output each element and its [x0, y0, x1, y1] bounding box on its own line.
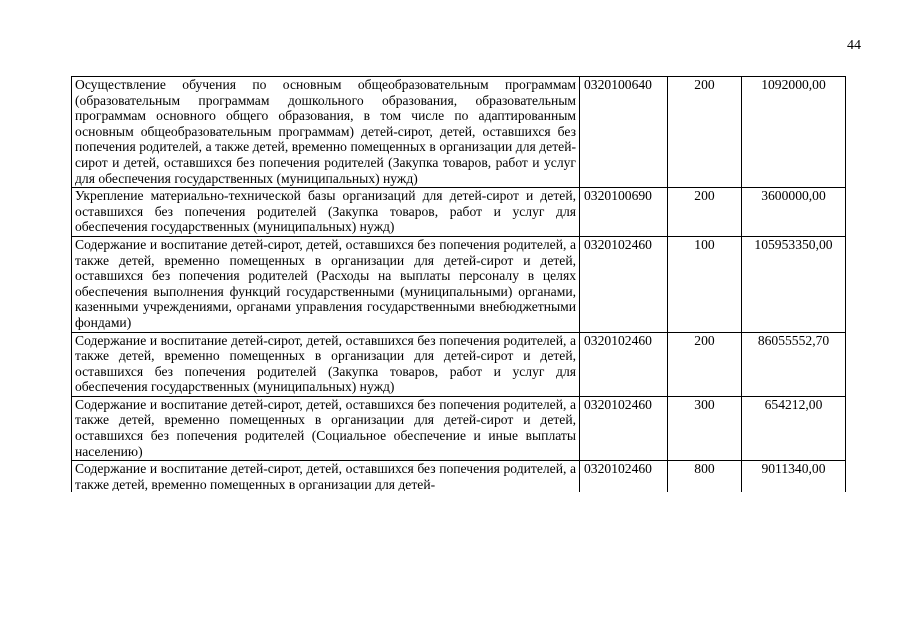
table-row	[72, 236, 846, 332]
target-article-code: 0320102460	[580, 236, 668, 332]
expense-type-code: 800	[668, 461, 742, 493]
expense-description: Содержание и воспитание детей-сирот, детей, оставшихся без попечения родителей, а также детей, временно помещенных в организации для детей-сирот и детей, оставшихся без попечения родителей (Социальное обеспечение и иные выплаты населению)	[72, 396, 580, 460]
expense-description	[72, 461, 580, 493]
target-article-code: 0320102460	[580, 461, 668, 493]
expense-description: Содержание и воспитание детей-сирот, детей, оставшихся без попечения родителей, а также детей, временно помещенных в организации для детей-сирот и детей, оставшихся без попечения родителей (Расходы на выплаты персоналу в целях обеспечения выполнения функций государственными (муниципальными) органами, казенными учреждениями, органами управления государственными внебюджетными фондами)	[72, 236, 580, 332]
table-row	[72, 396, 846, 460]
expense-description: Осуществление обучения по основным общеобразовательным программам (образовательным программам дошкольного образования, образовательным программам основного общего образования, в том числе по адаптированным основным общеобразовательным программам) детей-сирот, детей, оставшихся без попечения родителей, а также детей, временно помещенных в организации для детей-сирот и детей, оставшихся без попечения родителей (Закупка товаров, работ и услуг для обеспечения государственных (муниципальных) нужд)	[72, 77, 580, 188]
page-number: 44	[847, 38, 861, 53]
expense-type-code: 200	[668, 188, 742, 237]
target-article-code: 0320100690	[580, 188, 668, 237]
expense-type-code: 300	[668, 396, 742, 460]
table-row	[72, 461, 846, 493]
amount: 9011340,00	[742, 461, 846, 493]
expense-description: Укрепление материально-технической базы организаций для детей-сирот и детей, оставшихся без попечения родителей (Закупка товаров, работ и услуг для обеспечения государственных (муниципальных) нужд)	[72, 188, 580, 237]
expense-type-code: 200	[668, 77, 742, 188]
target-article-code: 0320102460	[580, 396, 668, 460]
amount: 105953350,00	[742, 236, 846, 332]
table-row	[72, 332, 846, 396]
amount: 1092000,00	[742, 77, 846, 188]
target-article-code: 0320100640	[580, 77, 668, 188]
table-row	[72, 77, 846, 188]
budget-table	[71, 76, 846, 492]
target-article-code: 0320102460	[580, 332, 668, 396]
expense-description-text: Содержание и воспитание детей-сирот, детей, оставшихся без попечения родителей, а также детей, временно помещенных в организации для детей-	[75, 461, 576, 492]
expense-type-code: 200	[668, 332, 742, 396]
amount: 86055552,70	[742, 332, 846, 396]
amount: 3600000,00	[742, 188, 846, 237]
amount: 654212,00	[742, 396, 846, 460]
expense-description: Содержание и воспитание детей-сирот, детей, оставшихся без попечения родителей, а также детей, временно помещенных в организации для детей-сирот и детей, оставшихся без попечения родителей (Закупка товаров, работ и услуг для обеспечения государственных (муниципальных) нужд)	[72, 332, 580, 396]
table-row	[72, 188, 846, 237]
expense-type-code: 100	[668, 236, 742, 332]
